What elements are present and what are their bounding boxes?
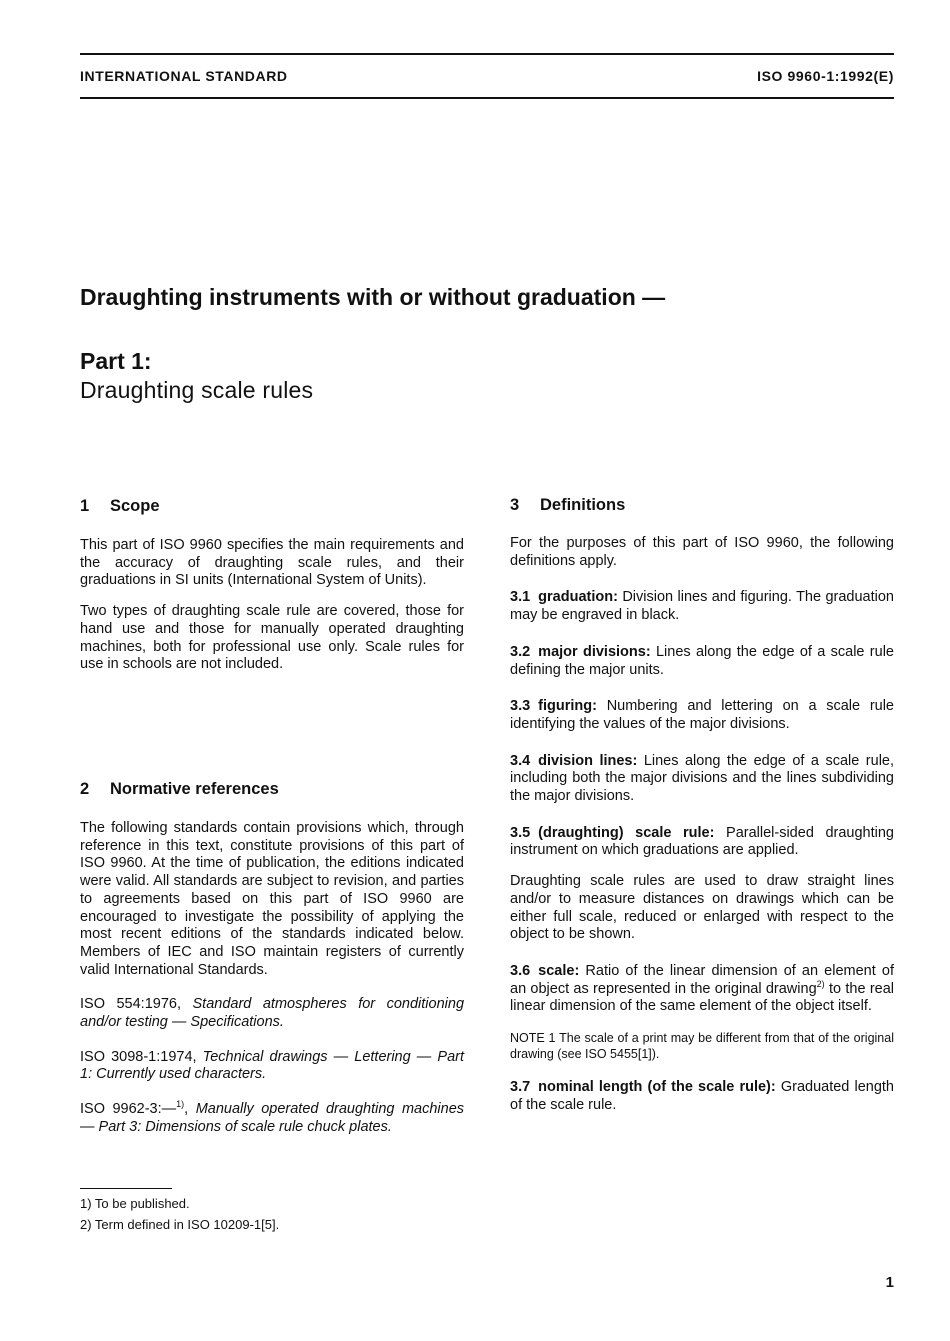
footnote-marker: 2) (816, 978, 825, 989)
section-heading-normative-references (80, 780, 279, 799)
definition-term: nominal length (of the scale rule): (538, 1079, 776, 1096)
definition-item (510, 698, 894, 733)
paragraph: The following standards contain provisions which, through reference in this text, constitute provisions of this part of ISO 9960. At the time of publication, the editions indicated were valid. All standards are subject to revision, and parties to agreements based on this part of ISO 9960 are encouraged to investigate the possibility of applying the most recent editions of the standards indicated below. Members of IEC and ISO maintain registers of currently valid International Standards. (80, 820, 464, 978)
scope-body (80, 537, 464, 674)
section-title: Scope (110, 497, 160, 515)
reference-entry (80, 1101, 464, 1136)
reference-entry (80, 1049, 464, 1084)
definition-text: Lines along the edge of a scale rule defining the major units. (510, 643, 894, 678)
definition-text: Lines along the edge of a scale rule, including both the major divisions and the lines subdividing the major divisions. (510, 752, 895, 805)
definition-text: Ratio of the linear dimension of an element of an object as represented in the original drawing (510, 962, 894, 997)
header-standard-type: INTERNATIONAL STANDARD (80, 68, 288, 84)
footnote: 1) To be published. (80, 1196, 190, 1211)
definition-number: 3.1 (510, 589, 531, 606)
definition-number: 3.5 (510, 824, 531, 841)
definition-text: Numbering and lettering on a scale rule identifying the values of the major divisions. (510, 698, 894, 732)
paragraph: Two types of draughting scale rule are covered, those for hand use and those for manually operated draughting machines, both for professional use only. Scale rules for use in schools are not included. (80, 603, 464, 673)
definition-term: scale: (538, 962, 580, 979)
definition-term: (draughting) scale rule: (538, 824, 715, 841)
definitions-body (510, 535, 894, 1133)
reference-entry (80, 996, 464, 1031)
definition-item (510, 963, 894, 1016)
definition-number: 3.4 (510, 752, 531, 769)
header-top-rule (80, 53, 894, 55)
definition-number: 3.7 (510, 1079, 531, 1096)
definition-item (510, 644, 894, 679)
definition-term: graduation: (538, 589, 618, 606)
separator: , (184, 1101, 189, 1118)
footnote-rule (80, 1188, 172, 1189)
definition-text: Division lines and figuring. The graduation may be engraved in black. (510, 589, 894, 624)
page-number: 1 (885, 1274, 894, 1291)
reference-code: ISO 9962-3:— (80, 1101, 177, 1118)
definition-term: major divisions: (538, 643, 651, 660)
reference-title: Technical drawings — Lettering — Part 1: Currently used characters. (80, 1048, 464, 1083)
part-subtitle: Draughting scale rules (80, 377, 314, 403)
definition-number: 3.3 (510, 698, 531, 715)
section-heading-definitions (510, 496, 625, 515)
section-title: Normative references (110, 780, 279, 798)
header-document-number: ISO 9960-1:1992(E) (757, 68, 894, 84)
header-bottom-rule (80, 97, 894, 99)
section-heading-scope (80, 497, 160, 516)
definition-number: 3.6 (510, 962, 531, 979)
definition-text: Parallel-sided draughting instrument on which graduations are applied. (510, 824, 894, 859)
paragraph: This part of ISO 9960 specifies the main requirements and the accuracy of draughting scale rules, and their graduations in SI units (International System of Units). (80, 537, 464, 589)
reference-code: ISO 3098-1:1974, (80, 1048, 197, 1065)
definition-item (510, 589, 894, 624)
paragraph: Draughting scale rules are used to draw straight lines and/or to measure distances on drawings which can be either full scale, reduced or enlarged with respect to the object to be shown. (510, 873, 894, 943)
definition-text: to the real linear dimension of the same element of the object itself. (510, 980, 894, 1015)
document-title: Draughting instruments with or without graduation — (80, 284, 666, 310)
part-label: Part 1: (80, 348, 152, 374)
definition-item (510, 825, 894, 860)
footnote-marker: 1) (176, 1099, 185, 1110)
reference-title: Standard atmospheres for conditioning and/or testing — Specifications. (80, 996, 465, 1031)
definition-term: figuring: (538, 698, 597, 715)
definition-number: 3.2 (510, 643, 531, 660)
reference-title: Manually operated draughting machines — Part 3: Dimensions of scale rule chuck plates. (80, 1101, 465, 1135)
section-number: 3 (510, 496, 520, 514)
section-number: 2 (80, 780, 90, 798)
note: NOTE 1 The scale of a print may be different from that of the original drawing (see ISO 5455[1]). (510, 1031, 894, 1062)
definition-term: division lines: (538, 752, 638, 769)
section-number: 1 (80, 497, 90, 515)
reference-code: ISO 554:1976, (80, 996, 181, 1013)
definition-item (510, 1079, 894, 1114)
footnote: 2) Term defined in ISO 10209-1[5]. (80, 1217, 280, 1232)
definition-text: Graduated length of the scale rule. (510, 1079, 894, 1113)
definition-item (510, 753, 894, 806)
paragraph: For the purposes of this part of ISO 9960, the following definitions apply. (510, 535, 894, 569)
section-title: Definitions (540, 496, 626, 514)
normative-references-body (80, 820, 464, 1137)
